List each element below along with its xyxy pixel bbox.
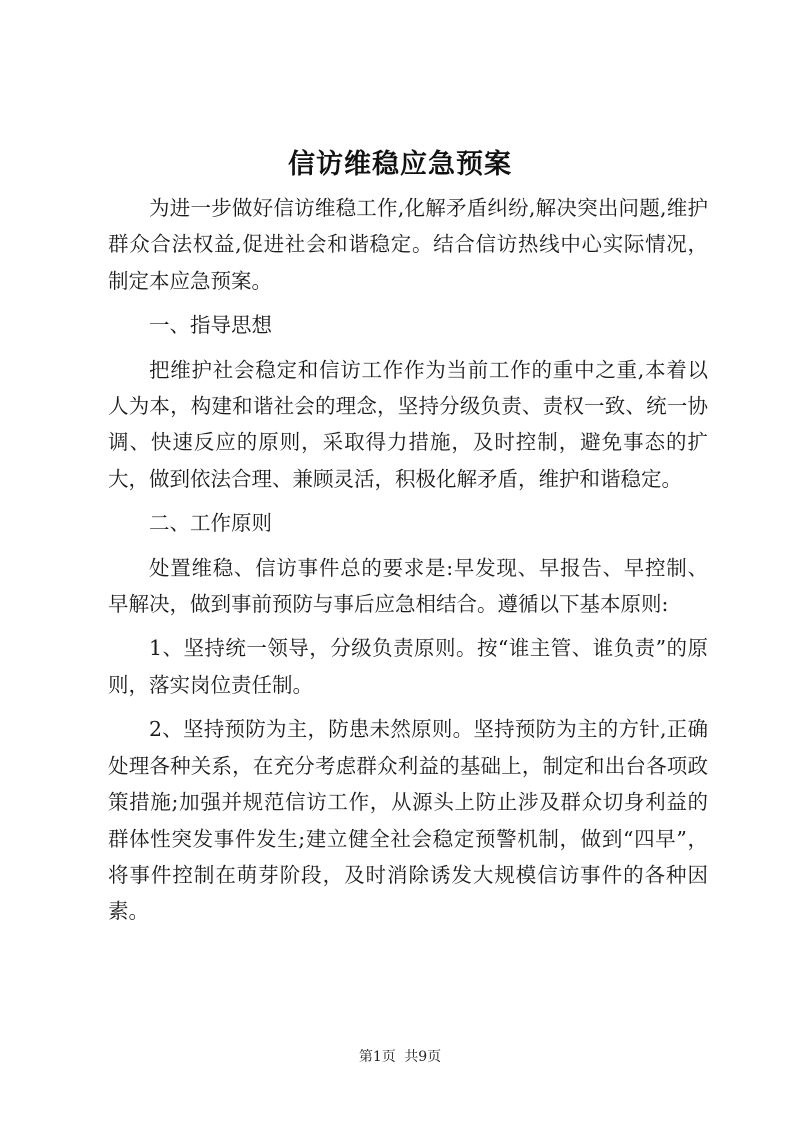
page-footer — [0, 1046, 800, 1066]
paragraph-guiding-ideology: 把维护社会稳定和信访工作作为当前工作的重中之重,本着以人为本，构建和谐社会的理念，坚持分级负责、责权一致、统一协调、快速反应的原则，采取得力措施，及时控制，避免事态的扩大，做到依法合理、兼顾灵活，积极化解矛盾，维护和谐稳定。 — [108, 357, 708, 491]
section-heading-work-principles: 二、工作原则 — [149, 511, 272, 536]
section-heading-guiding-ideology: 一、指导思想 — [149, 313, 272, 338]
paragraph-principle-1: 1、坚持统一领导，分级负责原则。按“谁主管、谁负责”的原则，落实岗位责任制。 — [108, 636, 708, 697]
page-number: 第1页 — [358, 1049, 396, 1065]
document-title: 信访维稳应急预案 — [288, 149, 512, 180]
page-total: 共9页 — [404, 1049, 442, 1065]
paragraph-intro: 为进一步做好信访维稳工作,化解矛盾纠纷,解决突出问题,维护群众合法权益,促进社会和谐稳定。结合信访热线中心实际情况，制定本应急预案。 — [108, 196, 708, 293]
paragraph-principle-2: 2、坚持预防为主，防患未然原则。坚持预防为主的方针,正确处理各种关系，在充分考虑群众利益的基础上，制定和出台各项政策措施;加强并规范信访工作，从源头上防止涉及群众切身利益的群体性突发事件发生;建立健全社会稳定预警机制，做到“四早”，将事件控制在萌芽阶段，及时消除诱发大规模信访事件的各种因素。 — [108, 717, 708, 924]
document-body — [108, 190, 708, 938]
paragraph-general-requirements: 处置维稳、信访事件总的要求是:早发现、早报告、早控制、早解决，做到事前预防与事后应急相结合。遵循以下基本原则: — [108, 555, 708, 617]
